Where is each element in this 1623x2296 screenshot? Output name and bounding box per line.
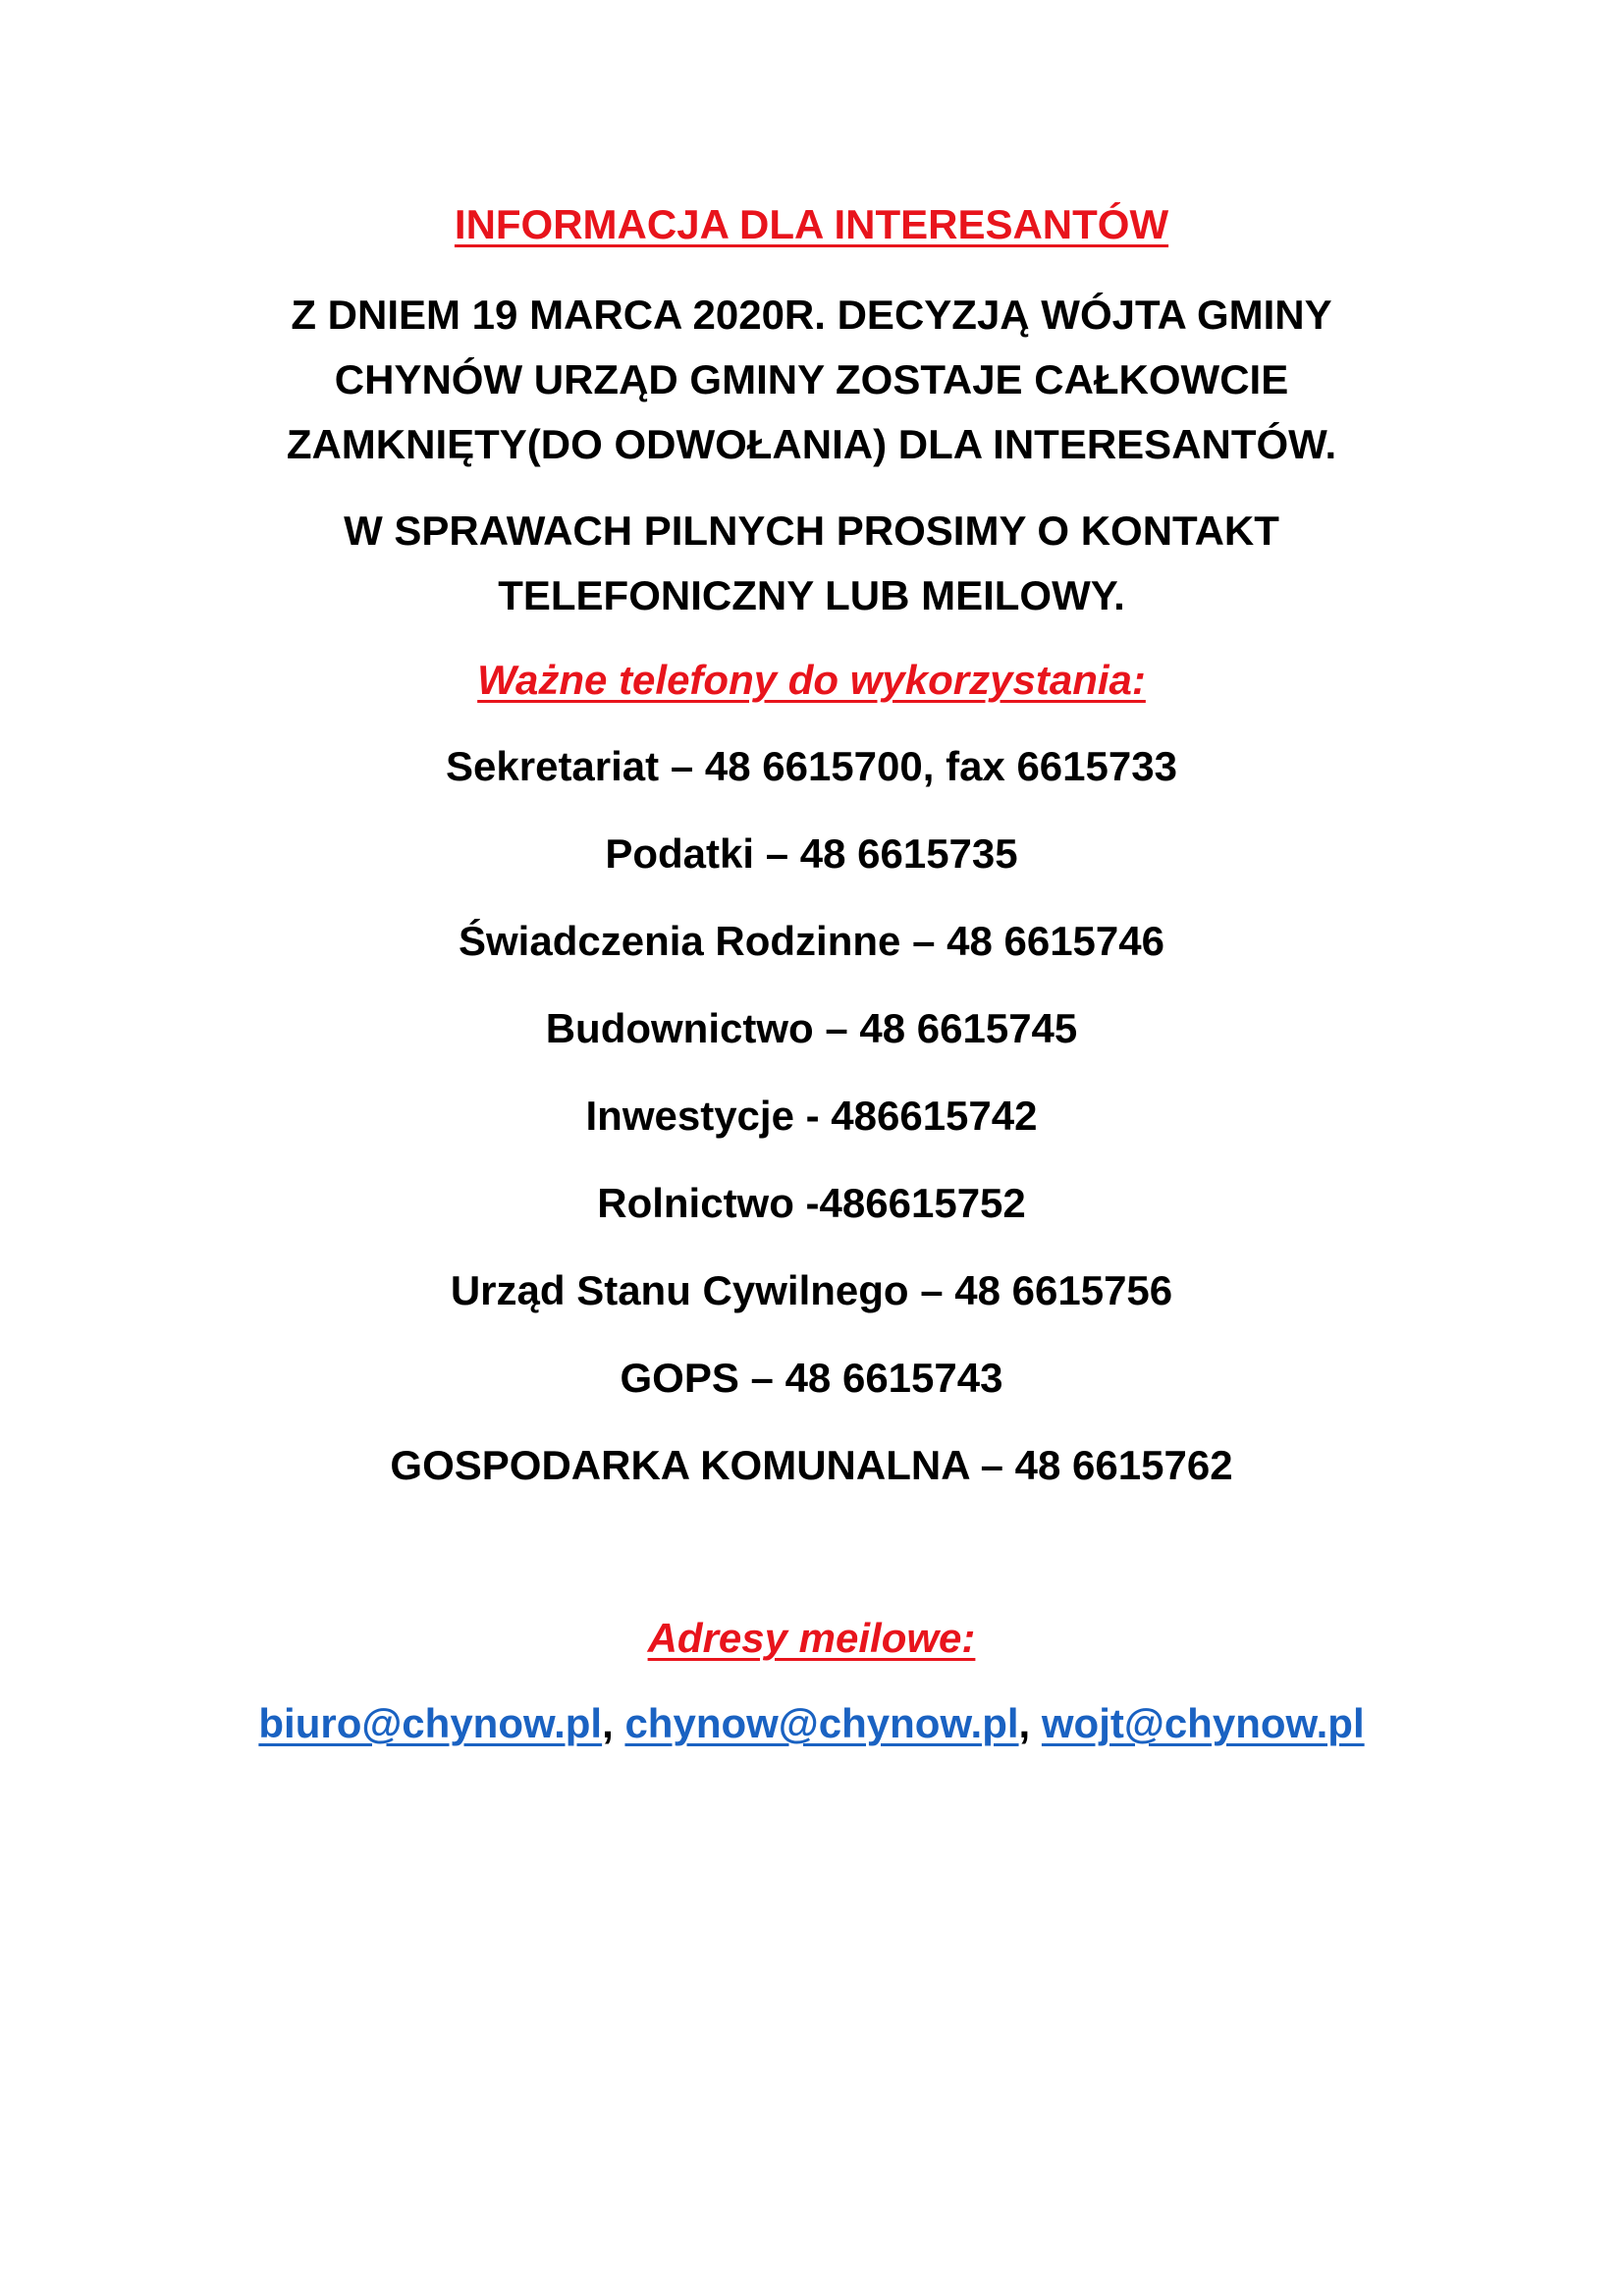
- phone-item-swiadczenia: Świadczenia Rodzinne – 48 6615746: [458, 918, 1164, 964]
- closure-line-2: CHYNÓW URZĄD GMINY ZOSTAJE CAŁKOWCIE: [334, 356, 1289, 402]
- email-separator: ,: [602, 1700, 614, 1746]
- phone-item-gospodarka: GOSPODARKA KOMUNALNA – 48 6615762: [390, 1442, 1233, 1488]
- emails-heading: Adresy meilowe:: [647, 1615, 976, 1661]
- email-link-chynow[interactable]: chynow@chynow.pl: [624, 1700, 1019, 1746]
- phone-item-budownictwo: Budownictwo – 48 6615745: [545, 1005, 1078, 1051]
- phone-item-inwestycje: Inwestycje - 486615742: [585, 1093, 1038, 1139]
- email-link-wojt[interactable]: wojt@chynow.pl: [1041, 1700, 1365, 1746]
- email-link-biuro[interactable]: biuro@chynow.pl: [258, 1700, 603, 1746]
- phones-heading: Ważne telefony do wykorzystania:: [477, 657, 1146, 703]
- notice-title: INFORMACJA DLA INTERESANTÓW: [454, 201, 1169, 247]
- phone-item-sekretariat: Sekretariat – 48 6615700, fax 6615733: [446, 743, 1177, 789]
- email-list: [0, 1700, 1623, 1746]
- phone-item-gops: GOPS – 48 6615743: [620, 1355, 1003, 1401]
- contact-line-1: W SPRAWACH PILNYCH PROSIMY O KONTAKT: [344, 507, 1279, 554]
- phone-item-usc: Urząd Stanu Cywilnego – 48 6615756: [450, 1267, 1173, 1313]
- closure-line-3: ZAMKNIĘTY(DO ODWOŁANIA) DLA INTERESANTÓW.: [286, 421, 1337, 467]
- contact-line-2: TELEFONICZNY LUB MEILOWY.: [498, 572, 1125, 618]
- phone-item-rolnictwo: Rolnictwo -486615752: [597, 1180, 1026, 1226]
- email-separator: ,: [1018, 1700, 1031, 1746]
- closure-line-1: Z DNIEM 19 MARCA 2020R. DECYZJĄ WÓJTA GMINY: [291, 292, 1332, 338]
- phone-item-podatki: Podatki – 48 6615735: [605, 830, 1018, 877]
